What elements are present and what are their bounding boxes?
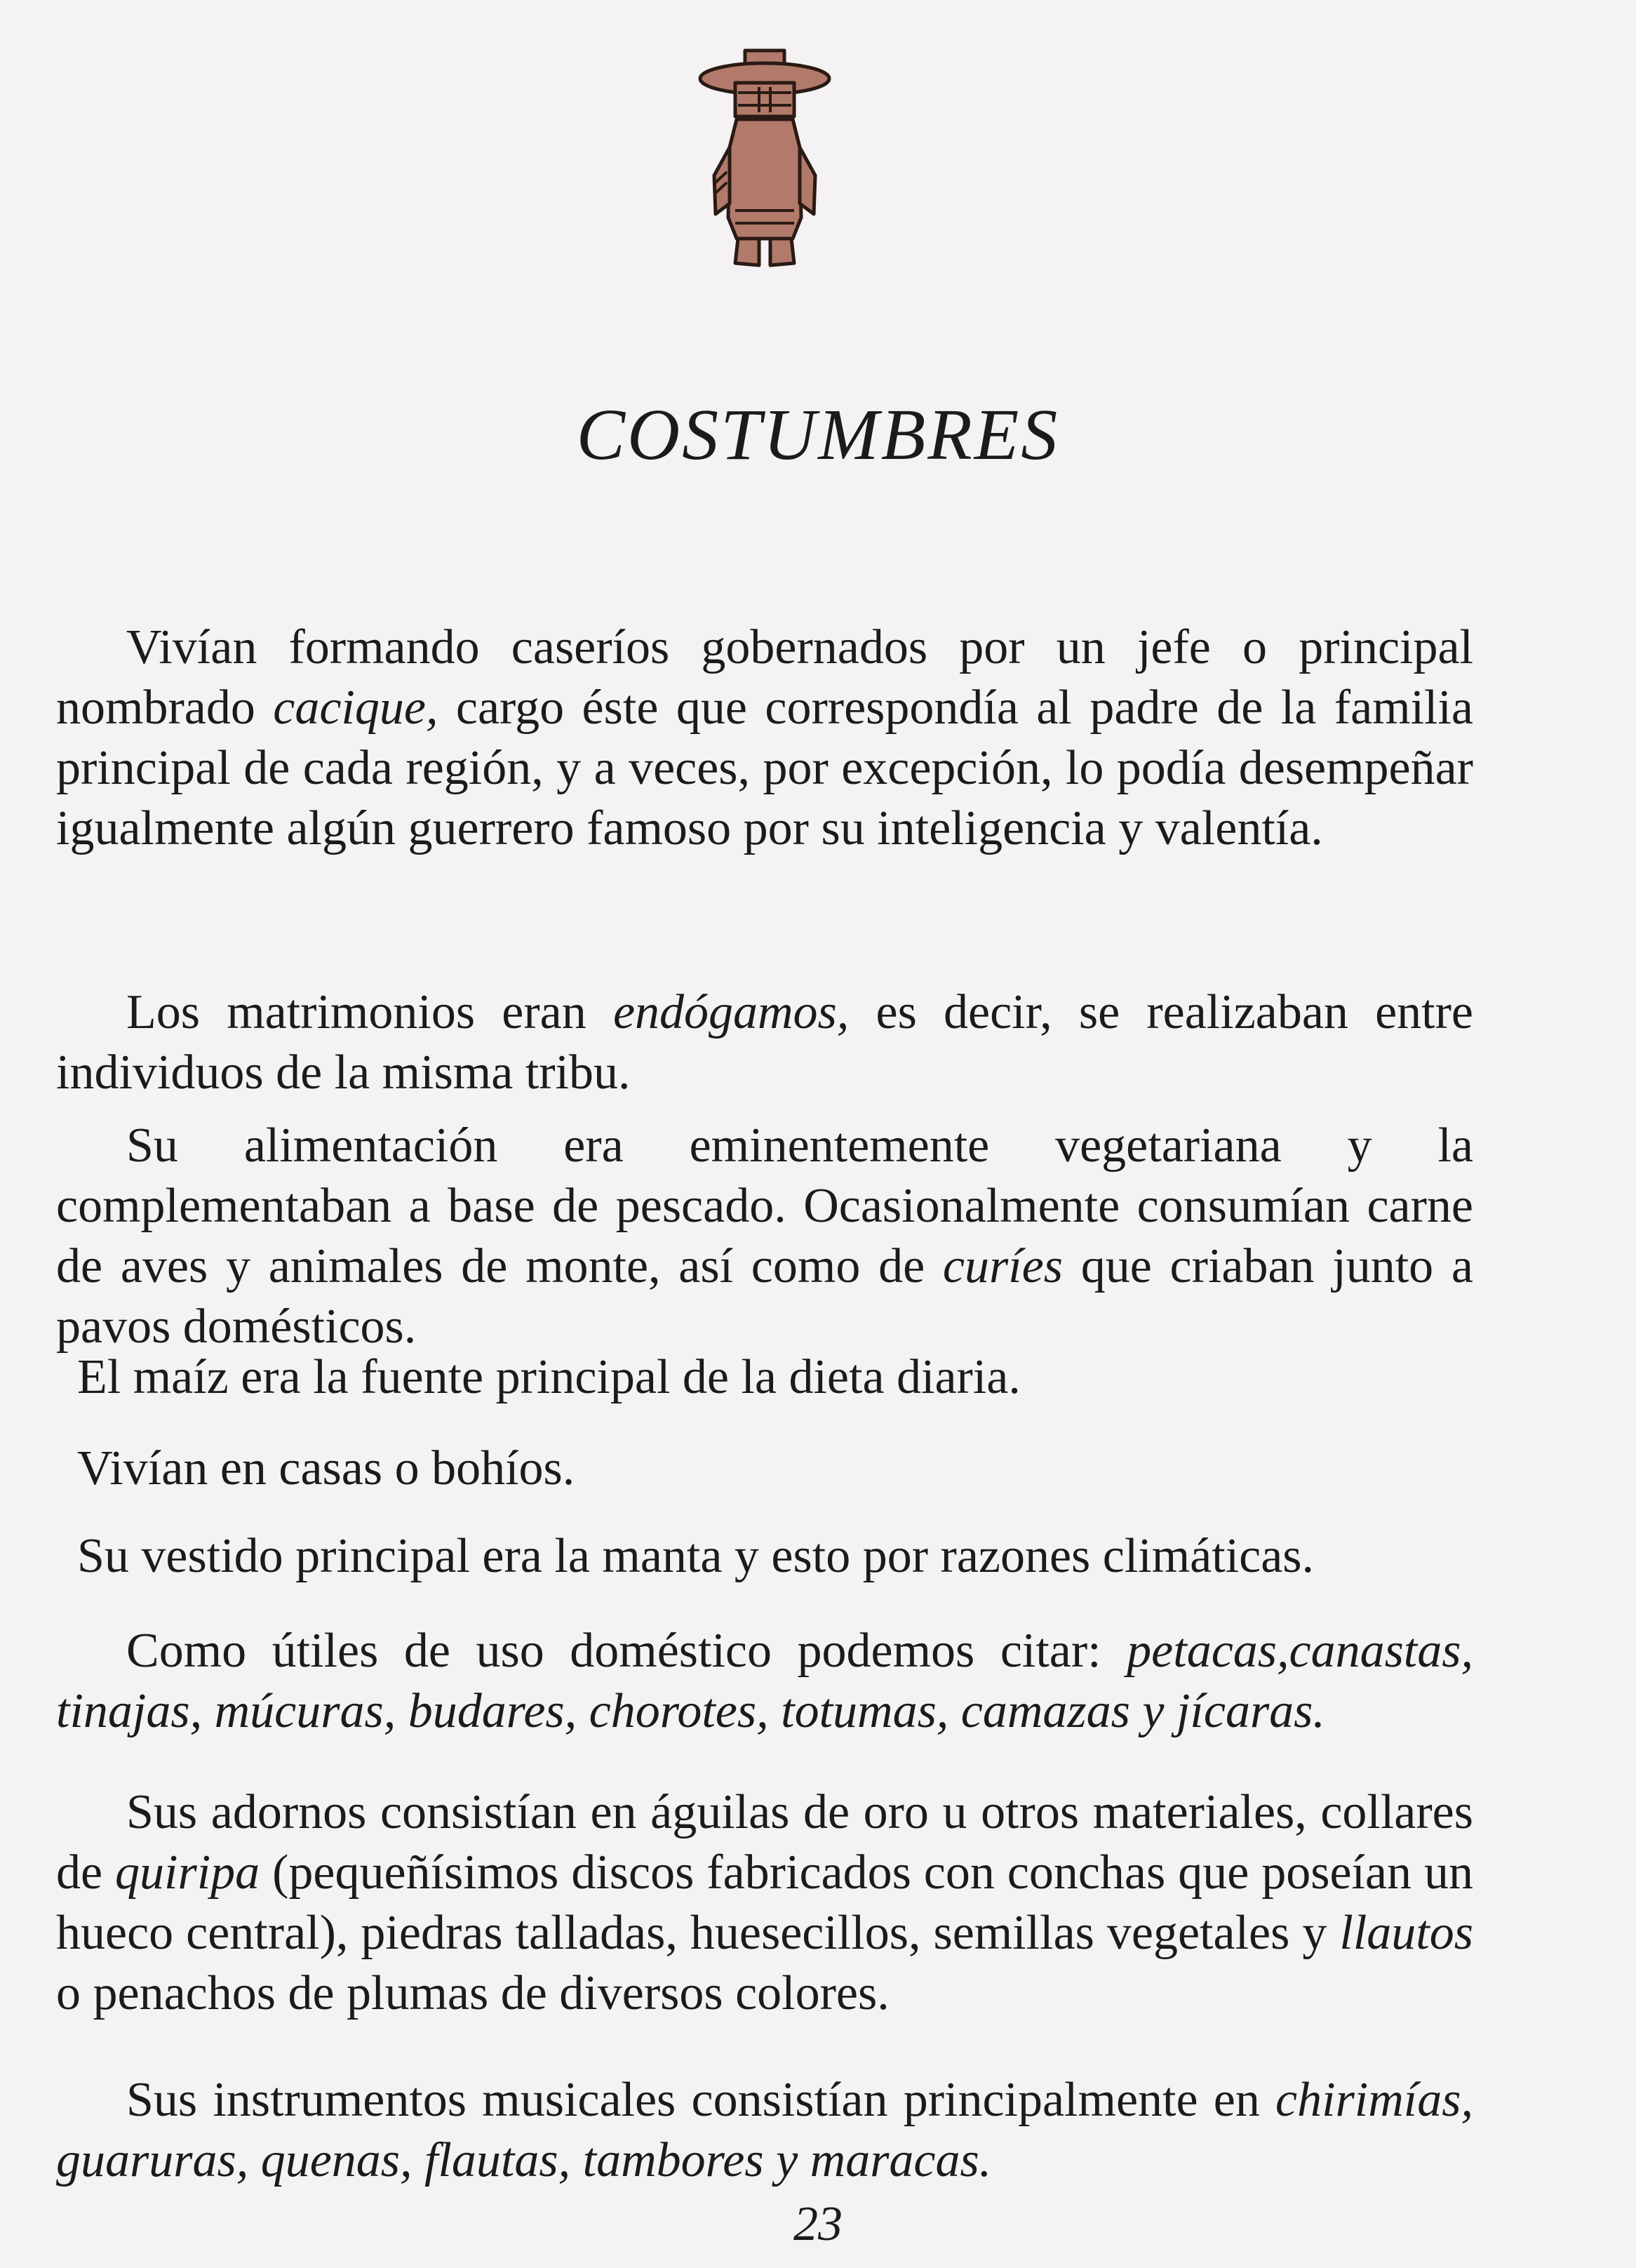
paragraph-matrimonios: [56, 982, 1473, 1103]
text: Como útiles de uso doméstico podemos citar:: [126, 1624, 1127, 1678]
italic-term: petacas,canastas, tinajas, múcuras, budares, chorotes, totumas, camazas y jícaras.: [56, 1624, 1473, 1738]
paragraph-utiles: [56, 1621, 1473, 1742]
text: cargo éste que correspondía al padre de la familia principal de cada región, y a veces, por excepción, lo podía desempeñar igualmente algún guerrero famoso por su inteligencia y valentía.: [56, 681, 1473, 855]
italic-term: chirimías, guaruras, quenas, flautas, tambores y maracas.: [56, 2073, 1473, 2187]
italic-term: curíes: [942, 1239, 1063, 1293]
italic-term: llautos: [1339, 1906, 1473, 1960]
text: (pequeñísimos discos fabricados con conchas que poseían un hueco central), piedras talladas, huesecillos, semillas vegetales y: [56, 1846, 1473, 1960]
text: Sus adornos consistían en águilas de oro u otros materiales, collares de: [56, 1785, 1473, 1900]
paragraph-alimentacion: [56, 1116, 1473, 1357]
italic-term: quiripa: [115, 1846, 260, 1900]
line-maiz: El maíz era la fuente principal de la dieta diaria.: [77, 1350, 1021, 1404]
text: es decir, se realizaban entre individuos de la misma tribu.: [56, 985, 1474, 1100]
text: Los matrimonios eran: [126, 985, 613, 1039]
paragraph-cacique: [56, 618, 1473, 859]
section-title: COSTUMBRES: [576, 394, 1060, 475]
text: Vivían formando caseríos gobernados por un jefe o principal nombrado: [56, 620, 1473, 735]
line-bohios: Vivían en casas o bohíos.: [77, 1441, 575, 1495]
text: o penachos de plumas de diversos colores.: [56, 1966, 890, 2020]
italic-term: endógamos,: [612, 985, 850, 1039]
paragraph-instrumentos: [56, 2070, 1473, 2191]
line-vestido: Su vestido principal era la manta y esto por razones climáticas.: [77, 1529, 1315, 1583]
italic-term: cacique,: [273, 681, 438, 735]
figurine-illustration: [695, 42, 835, 274]
page-number: 23: [793, 2197, 843, 2251]
paragraph-adornos: [56, 1782, 1473, 2024]
text: Sus instrumentos musicales consistían principalmente en: [126, 2073, 1276, 2127]
text: Su alimentación era eminentemente vegetariana y la complementaban a base de pescado. Ocasionalmente consumían carne de aves y animales de monte, así como de: [56, 1119, 1473, 1293]
text: que criaban junto a pavos domésticos.: [56, 1239, 1473, 1354]
